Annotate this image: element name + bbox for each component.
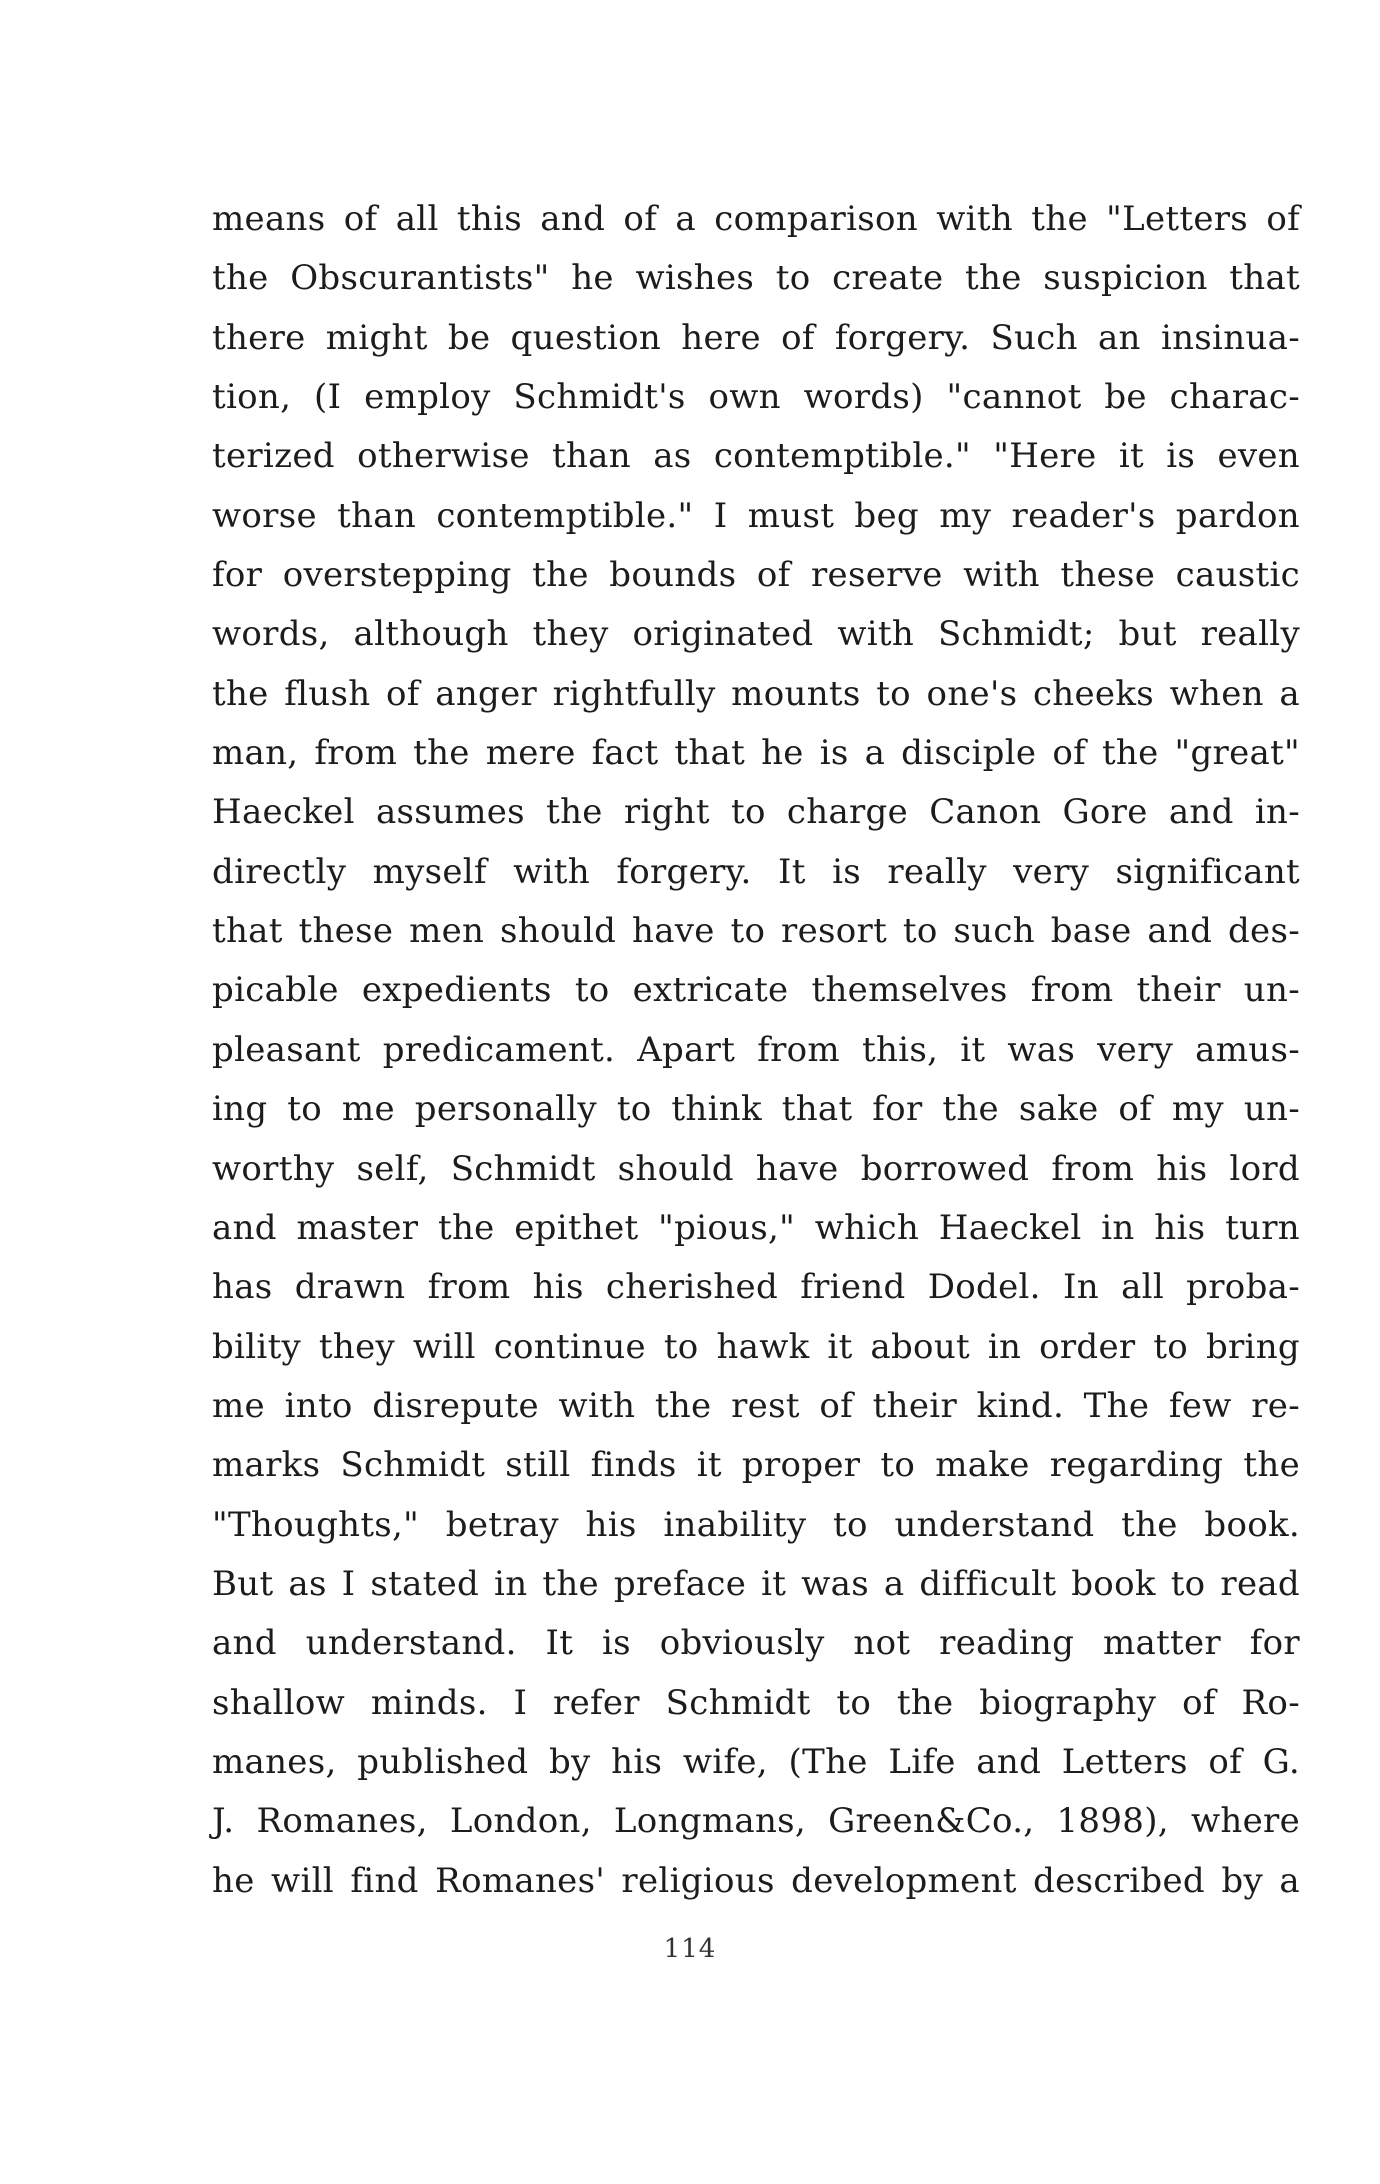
text-line: terized otherwise than as contemptible." "Here it is even <box>212 436 1300 477</box>
text-line: that these men should have to resort to such base and des- <box>212 911 1300 952</box>
text-line: and understand. It is obviously not reading matter for <box>212 1623 1300 1664</box>
text-line: words, although they originated with Schmidt; but really <box>212 614 1300 655</box>
body-text <box>212 190 1300 1911</box>
text-line: shallow minds. I refer Schmidt to the biography of Ro- <box>212 1682 1300 1723</box>
text-line: marks Schmidt still finds it proper to make regarding the <box>212 1445 1300 1486</box>
text-line: means of all this and of a comparison with the "Letters of <box>212 199 1300 239</box>
text-line: the flush of anger rightfully mounts to one's cheeks when a <box>212 673 1300 714</box>
text-line: pleasant predicament. Apart from this, it was very amus- <box>212 1029 1300 1070</box>
text-line: But as I stated in the preface it was a difficult book to read <box>212 1563 1300 1604</box>
text-line: worse than contemptible." I must beg my reader's pardon <box>212 495 1300 536</box>
text-line: ing to me personally to think that for the sake of my un- <box>212 1089 1300 1130</box>
text-line: J. Romanes, London, Longmans, Green&Co., 1898), where <box>212 1801 1300 1842</box>
text-line: Haeckel assumes the right to charge Canon Gore and in- <box>212 792 1300 833</box>
text-line: has drawn from his cherished friend Dodel. In all proba- <box>212 1267 1300 1308</box>
text-line: worthy self, Schmidt should have borrowed from his lord <box>212 1148 1300 1189</box>
text-line: directly myself with forgery. It is really very significant <box>212 851 1300 892</box>
text-line: "Thoughts," betray his inability to understand the book. <box>212 1504 1300 1545</box>
text-line: the Obscurantists" he wishes to create the suspicion that <box>212 258 1300 299</box>
text-line: manes, published by his wife, (The Life and Letters of G. <box>212 1741 1300 1782</box>
text-line: and master the epithet "pious," which Haeckel in his turn <box>212 1207 1300 1248</box>
text-line: bility they will continue to hawk it about in order to bring <box>212 1326 1300 1367</box>
text-line: me into disrepute with the rest of their kind. The few re- <box>212 1385 1300 1426</box>
text-line: he will find Romanes' religious development described by a <box>212 1860 1300 1901</box>
text-line: picable expedients to extricate themselves from their un- <box>212 970 1300 1011</box>
text-line: for overstepping the bounds of reserve with these caustic <box>212 555 1300 596</box>
text-line: tion, (I employ Schmidt's own words) "cannot be charac- <box>212 377 1300 418</box>
page-number: 114 <box>663 1934 717 1964</box>
text-line: man, from the mere fact that he is a disciple of the "great" <box>212 733 1300 774</box>
text-line: there might be question here of forgery. Such an insinua- <box>212 317 1300 358</box>
